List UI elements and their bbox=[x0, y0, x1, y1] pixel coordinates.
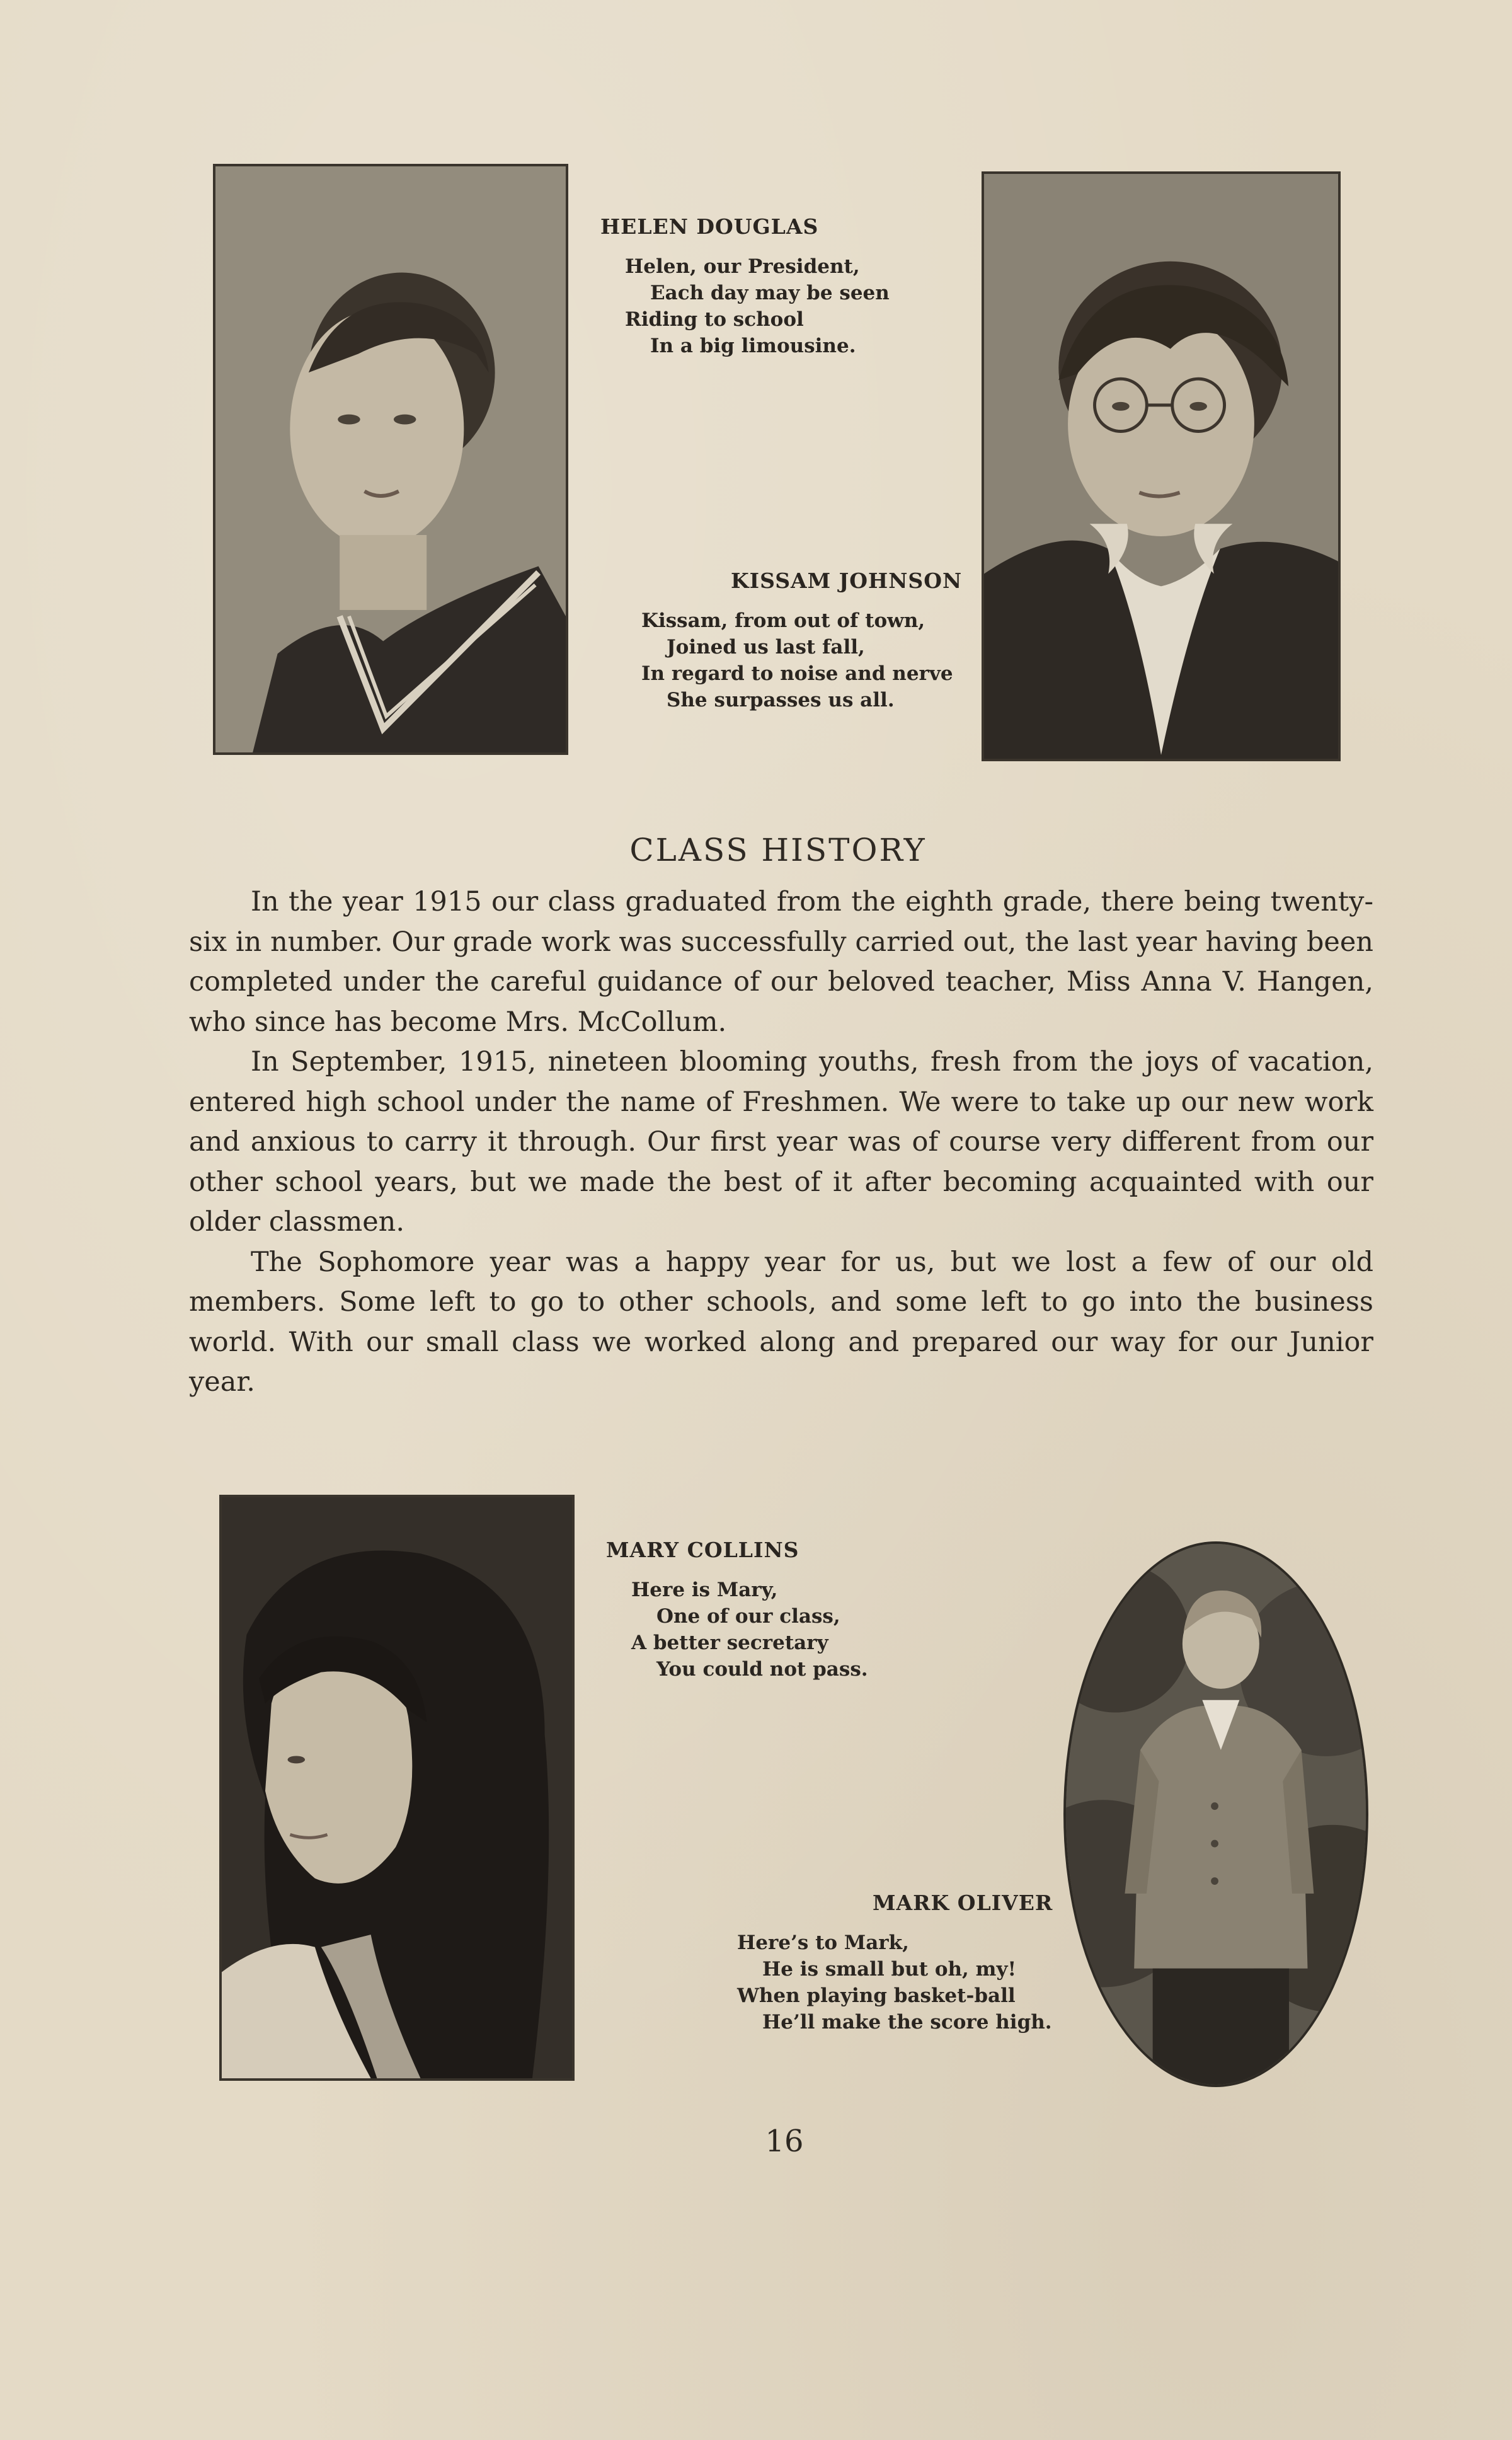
verse-line: You could not pass. bbox=[656, 1658, 868, 1681]
page-number: 16 bbox=[765, 2124, 804, 2159]
verse-line: She surpasses us all. bbox=[667, 689, 895, 711]
kissam-johnson-portrait bbox=[982, 171, 1341, 761]
verse-line: When playing basket-ball bbox=[737, 1984, 1016, 2007]
mark-oliver-portrait bbox=[1063, 1541, 1368, 2087]
student-verse bbox=[641, 607, 953, 713]
student-name: HELEN DOUGLAS bbox=[600, 214, 819, 239]
student-verse bbox=[625, 253, 890, 359]
verse-line: One of our class, bbox=[656, 1605, 840, 1628]
verse-line: In a big limousine. bbox=[650, 335, 856, 357]
verse-line: Riding to school bbox=[625, 308, 804, 331]
verse-line: A better secretary bbox=[631, 1631, 828, 1654]
page-title: CLASS HISTORY bbox=[629, 832, 927, 868]
student-verse bbox=[737, 1930, 1052, 2035]
student-name: KISSAM JOHNSON bbox=[731, 568, 963, 593]
mary-collins-portrait bbox=[219, 1495, 575, 2081]
student-verse bbox=[631, 1577, 868, 1683]
verse-line: Each day may be seen bbox=[650, 282, 890, 304]
verse-line: Kissam, from out of town, bbox=[641, 609, 925, 632]
verse-line: He is small but oh, my! bbox=[762, 1958, 1017, 1981]
student-name: MARK OLIVER bbox=[873, 1890, 1053, 1915]
helen-douglas-portrait bbox=[213, 164, 568, 755]
class-history-text bbox=[189, 882, 1373, 1403]
history-paragraph: In September, 1915, nineteen blooming youths, fresh from the joys of vacation, entered high school under the name of Freshmen. We were to take up our new work and anxious to carry it through. Our first year was of course very different from our other school years, but we made the best of it after becoming acquainted with our older classmen. bbox=[189, 1046, 1373, 1238]
history-paragraph: The Sophomore year was a happy year for us, but we lost a few of our old members. Some left to go to other schools, and some left to go into the business world. With our small class we worked along and prepared our way for our Junior year. bbox=[189, 1246, 1373, 1398]
verse-line: Joined us last fall, bbox=[667, 636, 865, 659]
verse-line: Here is Mary, bbox=[631, 1579, 778, 1601]
verse-line: Here’s to Mark, bbox=[737, 1931, 909, 1954]
history-paragraph: In the year 1915 our class graduated from the eighth grade, there being twenty-six in number. Our grade work was successfully carried out, the last year having been completed under the careful guidance of our beloved teacher, Miss Anna V. Hangen, who since has become Mrs. McCollum. bbox=[189, 886, 1373, 1038]
verse-line: He’ll make the score high. bbox=[762, 2011, 1052, 2034]
student-name: MARY COLLINS bbox=[606, 1538, 799, 1562]
verse-line: Helen, our President, bbox=[625, 255, 860, 278]
verse-line: In regard to noise and nerve bbox=[641, 662, 953, 685]
